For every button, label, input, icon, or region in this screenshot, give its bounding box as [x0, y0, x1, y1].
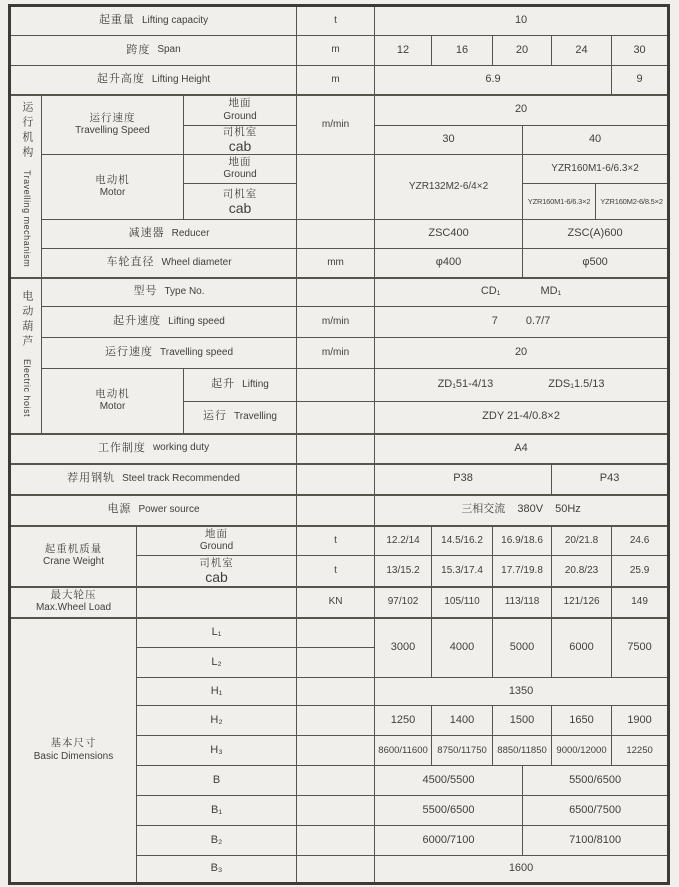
value-h1: 1350 [375, 678, 669, 706]
unit-dim-h1 [297, 678, 375, 706]
unit-max-wheel-load: KN [297, 587, 375, 618]
value-motor-right-bottom-1: YZR160M1-6/6.3×2 [523, 184, 596, 220]
row-working-duty [10, 434, 669, 464]
row-lifting-capacity [10, 6, 669, 36]
sublabel-speed-cab [184, 126, 297, 155]
value-crane-cab-12: 13/15.2 [375, 556, 432, 587]
label-power-source [10, 495, 297, 526]
label-hoist-motor [42, 369, 184, 434]
value-steel-track-left: P38 [375, 464, 552, 495]
unit-span: m [297, 36, 375, 66]
sublabel-speed-ground-en: Ground [223, 110, 257, 122]
group-travelling-mechanism-en: Travelling mechanism [21, 169, 32, 267]
value-l-16: 4000 [432, 618, 493, 678]
sublabel-dim-b3: B₃ [137, 856, 297, 884]
label-hoist-lifting-speed-en: Lifting speed [168, 315, 225, 327]
sublabel-hoist-motor-lifting [184, 369, 297, 402]
value-hoist-lifting-speed-1: 7 [491, 315, 498, 328]
value-span-16: 16 [432, 36, 493, 66]
value-reducer-right: ZSC(A)600 [523, 220, 669, 249]
unit-hoist-motor-travelling [297, 402, 375, 434]
row-max-wheel-load [10, 587, 669, 618]
value-wheel-diameter-right: φ500 [523, 249, 669, 278]
row-wheel-diameter [10, 249, 669, 278]
value-span-12: 12 [375, 36, 432, 66]
sublabel-motor-ground [184, 155, 297, 184]
value-crane-ground-12: 12.2/14 [375, 526, 432, 556]
group-label-electric-hoist [10, 278, 42, 434]
group-label-travelling-mechanism [10, 95, 42, 278]
value-crane-cab-20: 17.7/19.8 [493, 556, 552, 587]
unit-hoist-motor-lifting [297, 369, 375, 402]
value-lifting-capacity: 10 [375, 6, 669, 36]
row-reducer [10, 220, 669, 249]
label-max-wheel-load-en: Max.Wheel Load [35, 602, 112, 614]
label-hoist-type-en: Type No. [164, 286, 205, 297]
unit-hoist-type [297, 278, 375, 307]
unit-lifting-height: m [297, 66, 375, 95]
sublabel-hoist-motor-travelling [184, 402, 297, 434]
label-lifting-capacity [10, 6, 297, 36]
value-h3-16: 8750/11750 [432, 736, 493, 766]
label-working-duty-zh: 工作制度 [97, 441, 146, 454]
value-b2-right: 7100/8100 [523, 826, 669, 856]
label-lifting-height [10, 66, 297, 95]
unit-dim-b2 [297, 826, 375, 856]
value-b1-right: 6500/7500 [523, 796, 669, 826]
label-travel-motor-zh: 电动机 [95, 174, 130, 187]
value-crane-ground-20: 16.9/18.6 [493, 526, 552, 556]
unit-power-source [297, 495, 375, 526]
value-hoist-lifting-speed [375, 307, 669, 338]
value-motor-left: YZR132M2-6/4×2 [375, 155, 523, 220]
row-hoist-motor-lifting [10, 369, 669, 402]
label-lifting-height-en: Lifting Height [151, 73, 211, 85]
unit-travelling-speed: m/min [297, 95, 375, 155]
label-lifting-capacity-zh: 起重量 [98, 14, 135, 27]
label-power-source-zh: 电源 [107, 503, 132, 516]
label-reducer-en: Reducer [171, 227, 210, 239]
value-hoist-lifting-speed-2: 0.7/7 [525, 315, 551, 328]
value-b-right: 5500/6500 [523, 766, 669, 796]
label-max-wheel-load-zh: 最大轮压 [50, 589, 97, 602]
sublabel-speed-cab-zh: 司机室 [222, 126, 258, 139]
label-travelling-speed-zh: 运行速度 [89, 111, 136, 124]
sublabel-crane-weight-cab-zh: 司机室 [199, 556, 234, 569]
label-span-en: Span [157, 44, 181, 56]
label-span [10, 36, 297, 66]
row-hoist-type [10, 278, 669, 307]
sublabel-speed-ground-zh: 地面 [228, 97, 252, 110]
value-lifting-height-main: 6.9 [375, 66, 612, 95]
value-wheel-diameter-left: φ400 [375, 249, 523, 278]
value-h2-12: 1250 [375, 706, 432, 736]
label-reducer [42, 220, 297, 249]
value-hoist-motor-travelling: ZDY 21-4/0.8×2 [375, 402, 669, 434]
value-hoist-motor-lifting-2: ZDS₁1.5/13 [548, 378, 605, 391]
value-crane-cab-16: 15.3/17.4 [432, 556, 493, 587]
value-h2-30: 1900 [612, 706, 669, 736]
value-span-30: 30 [612, 36, 669, 66]
value-crane-ground-30: 24.6 [612, 526, 669, 556]
sublabel-dim-b1: B₁ [137, 796, 297, 826]
label-hoist-travel-speed-zh: 运行速度 [105, 346, 153, 359]
sublabel-motor-ground-en: Ground [223, 169, 257, 181]
unit-hoist-travel-speed: m/min [297, 338, 375, 369]
sublabel-dim-b2: B₂ [137, 826, 297, 856]
row-steel-track [10, 464, 669, 495]
row-hoist-lifting-speed [10, 307, 669, 338]
unit-crane-weight-cab: t [297, 556, 375, 587]
label-hoist-travel-speed-en: Travelling speed [160, 346, 234, 358]
value-hoist-type-md: MD₁ [540, 285, 562, 298]
row-power-source [10, 495, 669, 526]
label-hoist-lifting-speed [42, 307, 297, 338]
value-crane-cab-24: 20.8/23 [552, 556, 612, 587]
value-crane-ground-24: 20/21.8 [552, 526, 612, 556]
value-steel-track-right: P43 [552, 464, 669, 495]
value-motor-right-top: YZR160M1-6/6.3×2 [523, 155, 669, 184]
label-hoist-motor-zh: 电动机 [95, 387, 130, 400]
label-hoist-type-zh: 型号 [133, 285, 158, 298]
value-power-source: 三相交流 380V 50Hz [375, 495, 669, 526]
label-travel-motor-en: Motor [99, 187, 126, 199]
unit-dim-l2 [297, 648, 375, 678]
unit-wheel-diameter: mm [297, 249, 375, 278]
sublabel-crane-weight-cab [137, 556, 297, 587]
row-travel-motor-ground [10, 155, 669, 184]
row-crane-weight-ground [10, 526, 669, 556]
label-reducer-zh: 减速器 [128, 227, 165, 240]
value-speed-ground: 20 [375, 95, 669, 126]
value-b1-left: 5500/6500 [375, 796, 523, 826]
value-hoist-motor-lifting [375, 369, 669, 402]
sublabel-speed-ground [184, 95, 297, 126]
row-travel-speed-ground [10, 95, 669, 126]
sublabel-motor-cab-en: cab [228, 199, 252, 216]
unit-dim-h3 [297, 736, 375, 766]
sublabel-dim-b: B [137, 766, 297, 796]
label-wheel-diameter [42, 249, 297, 278]
unit-hoist-lifting-speed: m/min [297, 307, 375, 338]
sublabel-hoist-motor-travelling-zh: 运行 [203, 410, 228, 423]
label-lifting-capacity-en: Lifting capacity [141, 14, 209, 26]
label-power-source-en: Power source [138, 503, 200, 515]
value-l-30: 7500 [612, 618, 669, 678]
label-steel-track-zh: 荐用钢轨 [67, 472, 116, 485]
value-motor-right-bottom-2: YZR160M2-6/8.5×2 [596, 184, 669, 220]
value-h3-12: 8600/11600 [375, 736, 432, 766]
value-span-20: 20 [493, 36, 552, 66]
sublabel-crane-weight-cab-en: cab [205, 568, 228, 585]
label-wheel-diameter-zh: 车轮直径 [106, 255, 155, 268]
label-travel-motor [42, 155, 184, 220]
unit-reducer [297, 220, 375, 249]
label-wheel-diameter-en: Wheel diameter [161, 256, 232, 268]
group-electric-hoist-en: Electric hoist [21, 358, 32, 417]
sublabel-motor-cab [184, 184, 297, 220]
label-lifting-height-zh: 起升高度 [96, 72, 145, 85]
unit-dim-l1 [297, 618, 375, 648]
unit-dim-b3 [297, 856, 375, 884]
label-basic-dimensions-en: Basic Dimensions [33, 750, 114, 762]
sublabel-dim-h2: H₂ [137, 706, 297, 736]
value-crane-ground-16: 14.5/16.2 [432, 526, 493, 556]
sublabel-speed-cab-en: cab [228, 138, 252, 155]
value-b3: 1600 [375, 856, 669, 884]
unit-working-duty [297, 434, 375, 464]
unit-travel-motor [297, 155, 375, 220]
sublabel-crane-weight-ground-zh: 地面 [205, 527, 229, 540]
label-working-duty-en: working duty [152, 442, 210, 454]
value-hoist-motor-lifting-1: ZD₁51-4/13 [437, 378, 494, 391]
value-h2-16: 1400 [432, 706, 493, 736]
row-dim-l1 [10, 618, 669, 648]
value-h3-20: 8850/11850 [493, 736, 552, 766]
value-speed-cab-left: 30 [375, 126, 523, 155]
label-crane-weight-zh: 起重机质量 [44, 543, 103, 556]
value-wheel-load-16: 105/110 [432, 587, 493, 618]
unit-dim-b [297, 766, 375, 796]
value-working-duty: A4 [375, 434, 669, 464]
sublabel-hoist-motor-lifting-en: Lifting [242, 378, 269, 390]
value-span-24: 24 [552, 36, 612, 66]
value-hoist-type [375, 278, 669, 307]
unit-steel-track [297, 464, 375, 495]
value-h3-24: 9000/12000 [552, 736, 612, 766]
label-steel-track [10, 464, 297, 495]
label-max-wheel-load [10, 587, 137, 618]
label-steel-track-en: Steel track Recommended [122, 472, 240, 484]
value-b-left: 4500/5500 [375, 766, 523, 796]
value-l-20: 5000 [493, 618, 552, 678]
sublabel-motor-cab-zh: 司机室 [222, 187, 258, 200]
unit-lifting-capacity: t [297, 6, 375, 36]
row-hoist-travel-speed [10, 338, 669, 369]
value-l-24: 6000 [552, 618, 612, 678]
value-lifting-height-30: 9 [612, 66, 669, 95]
value-l-12: 3000 [375, 618, 432, 678]
row-span [10, 36, 669, 66]
unit-crane-weight-ground: t [297, 526, 375, 556]
group-electric-hoist-zh: 电动葫芦 [20, 289, 33, 350]
sublabel-crane-weight-ground-en: Ground [199, 541, 234, 553]
label-crane-weight-en: Crane Weight [43, 556, 104, 568]
sublabel-dim-l1: L₁ [137, 618, 297, 648]
label-hoist-motor-en: Motor [99, 401, 126, 413]
sublabel-crane-weight-ground [137, 526, 297, 556]
sublabel-hoist-motor-lifting-zh: 起升 [211, 378, 236, 391]
label-span-zh: 跨度 [126, 43, 151, 56]
label-hoist-type [42, 278, 297, 307]
sublabel-dim-h3: H₃ [137, 736, 297, 766]
value-crane-cab-30: 25.9 [612, 556, 669, 587]
value-h2-24: 1650 [552, 706, 612, 736]
group-travelling-mechanism-zh: 运行机构 [20, 100, 33, 161]
value-reducer-left: ZSC400 [375, 220, 523, 249]
unit-dim-h2 [297, 706, 375, 736]
value-wheel-load-20: 113/118 [493, 587, 552, 618]
label-crane-weight [10, 526, 137, 587]
value-speed-cab-right: 40 [523, 126, 669, 155]
label-hoist-lifting-speed-zh: 起升速度 [113, 315, 162, 328]
row-lifting-height [10, 66, 669, 95]
value-wheel-load-24: 121/126 [552, 587, 612, 618]
sublabel-dim-h1: H₁ [137, 678, 297, 706]
value-hoist-type-cd: CD₁ [480, 285, 501, 298]
crane-spec-table [8, 4, 670, 885]
group-label-basic-dimensions [10, 618, 137, 884]
sublabel-max-wheel-load-empty [137, 587, 297, 618]
label-hoist-travel-speed [42, 338, 297, 369]
unit-dim-b1 [297, 796, 375, 826]
sublabel-motor-ground-zh: 地面 [228, 156, 252, 169]
value-hoist-travel-speed: 20 [375, 338, 669, 369]
sublabel-hoist-motor-travelling-en: Travelling [234, 411, 277, 422]
value-h2-20: 1500 [493, 706, 552, 736]
label-travelling-speed-en: Travelling Speed [75, 125, 150, 137]
value-h3-30: 12250 [612, 736, 669, 766]
sublabel-dim-l2: L₂ [137, 648, 297, 678]
label-travelling-speed [42, 95, 184, 155]
value-wheel-load-30: 149 [612, 587, 669, 618]
value-wheel-load-12: 97/102 [375, 587, 432, 618]
label-working-duty [10, 434, 297, 464]
value-b2-left: 6000/7100 [375, 826, 523, 856]
label-basic-dimensions-zh: 基本尺寸 [50, 737, 97, 750]
